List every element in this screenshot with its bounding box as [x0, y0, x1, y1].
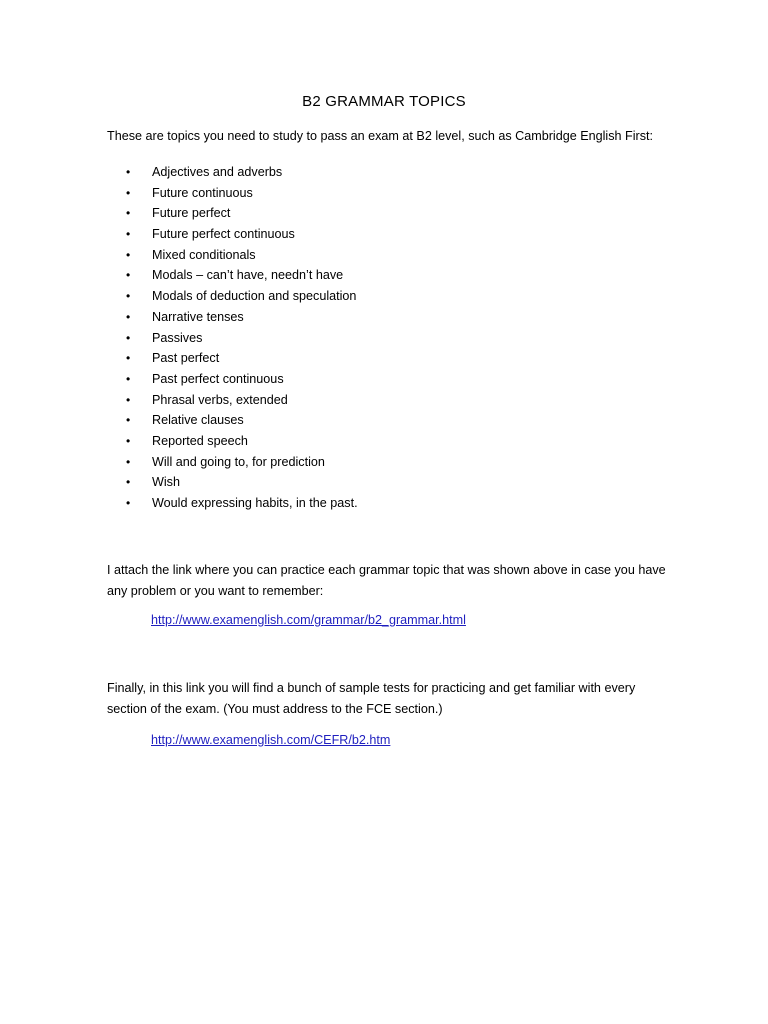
- topic-text: Narrative tenses: [152, 309, 244, 324]
- bullet-icon: •: [126, 206, 131, 221]
- topic-text: Future perfect continuous: [152, 227, 295, 242]
- topic-text: Past perfect continuous: [152, 371, 284, 386]
- topic-text: Relative clauses: [152, 413, 244, 428]
- bullet-icon: •: [126, 289, 131, 304]
- bullet-icon: •: [126, 433, 131, 448]
- topic-text: Wish: [152, 475, 180, 490]
- bullet-icon: •: [126, 475, 131, 490]
- topic-text: Passives: [152, 330, 203, 345]
- bullet-icon: •: [126, 268, 131, 283]
- topic-text: Modals of deduction and speculation: [152, 289, 357, 304]
- bullet-icon: •: [126, 247, 131, 262]
- topic-text: Phrasal verbs, extended: [152, 392, 288, 407]
- bullet-icon: •: [126, 165, 131, 179]
- topic-text: Would expressing habits, in the past.: [152, 496, 358, 510]
- topic-text: Reported speech: [152, 433, 248, 448]
- bullet-icon: •: [126, 413, 131, 428]
- topic-text: Will and going to, for prediction: [152, 454, 325, 469]
- intro-paragraph: These are topics you need to study to pass an exam at B2 level, such as Cambridge English First:: [107, 129, 654, 143]
- bullet-icon: •: [126, 227, 131, 242]
- bullet-icon: •: [126, 454, 131, 469]
- topic-text: Future continuous: [152, 185, 253, 200]
- sample-tests-link[interactable]: http://www.examenglish.com/CEFR/b2.htm: [151, 733, 391, 747]
- grammar-practice-link[interactable]: http://www.examenglish.com/grammar/b2_grammar.html: [151, 613, 466, 627]
- bullet-icon: •: [126, 309, 131, 324]
- topic-text: Adjectives and adverbs: [152, 165, 283, 179]
- topic-text: Mixed conditionals: [152, 247, 256, 262]
- bullet-icon: •: [126, 185, 131, 200]
- bullet-icon: •: [126, 351, 131, 366]
- sample-tests-paragraph: Finally, in this link you will find a bunch of sample tests for practicing and get familiar with every section of the exam. (You must address to the FCE section.): [107, 681, 636, 716]
- document-title: B2 GRAMMAR TOPICS: [302, 93, 466, 110]
- topic-text: Modals – can’t have, needn’t have: [152, 268, 344, 283]
- bullet-icon: •: [126, 330, 131, 345]
- bullet-icon: •: [126, 371, 131, 386]
- bullet-icon: •: [126, 392, 131, 407]
- topic-text: Past perfect: [152, 351, 220, 366]
- topic-text: Future perfect: [152, 206, 231, 221]
- bullet-icon: •: [126, 496, 131, 510]
- practice-link-paragraph: I attach the link where you can practice each grammar topic that was shown above in case you have any problem or you want to remember:: [107, 563, 666, 598]
